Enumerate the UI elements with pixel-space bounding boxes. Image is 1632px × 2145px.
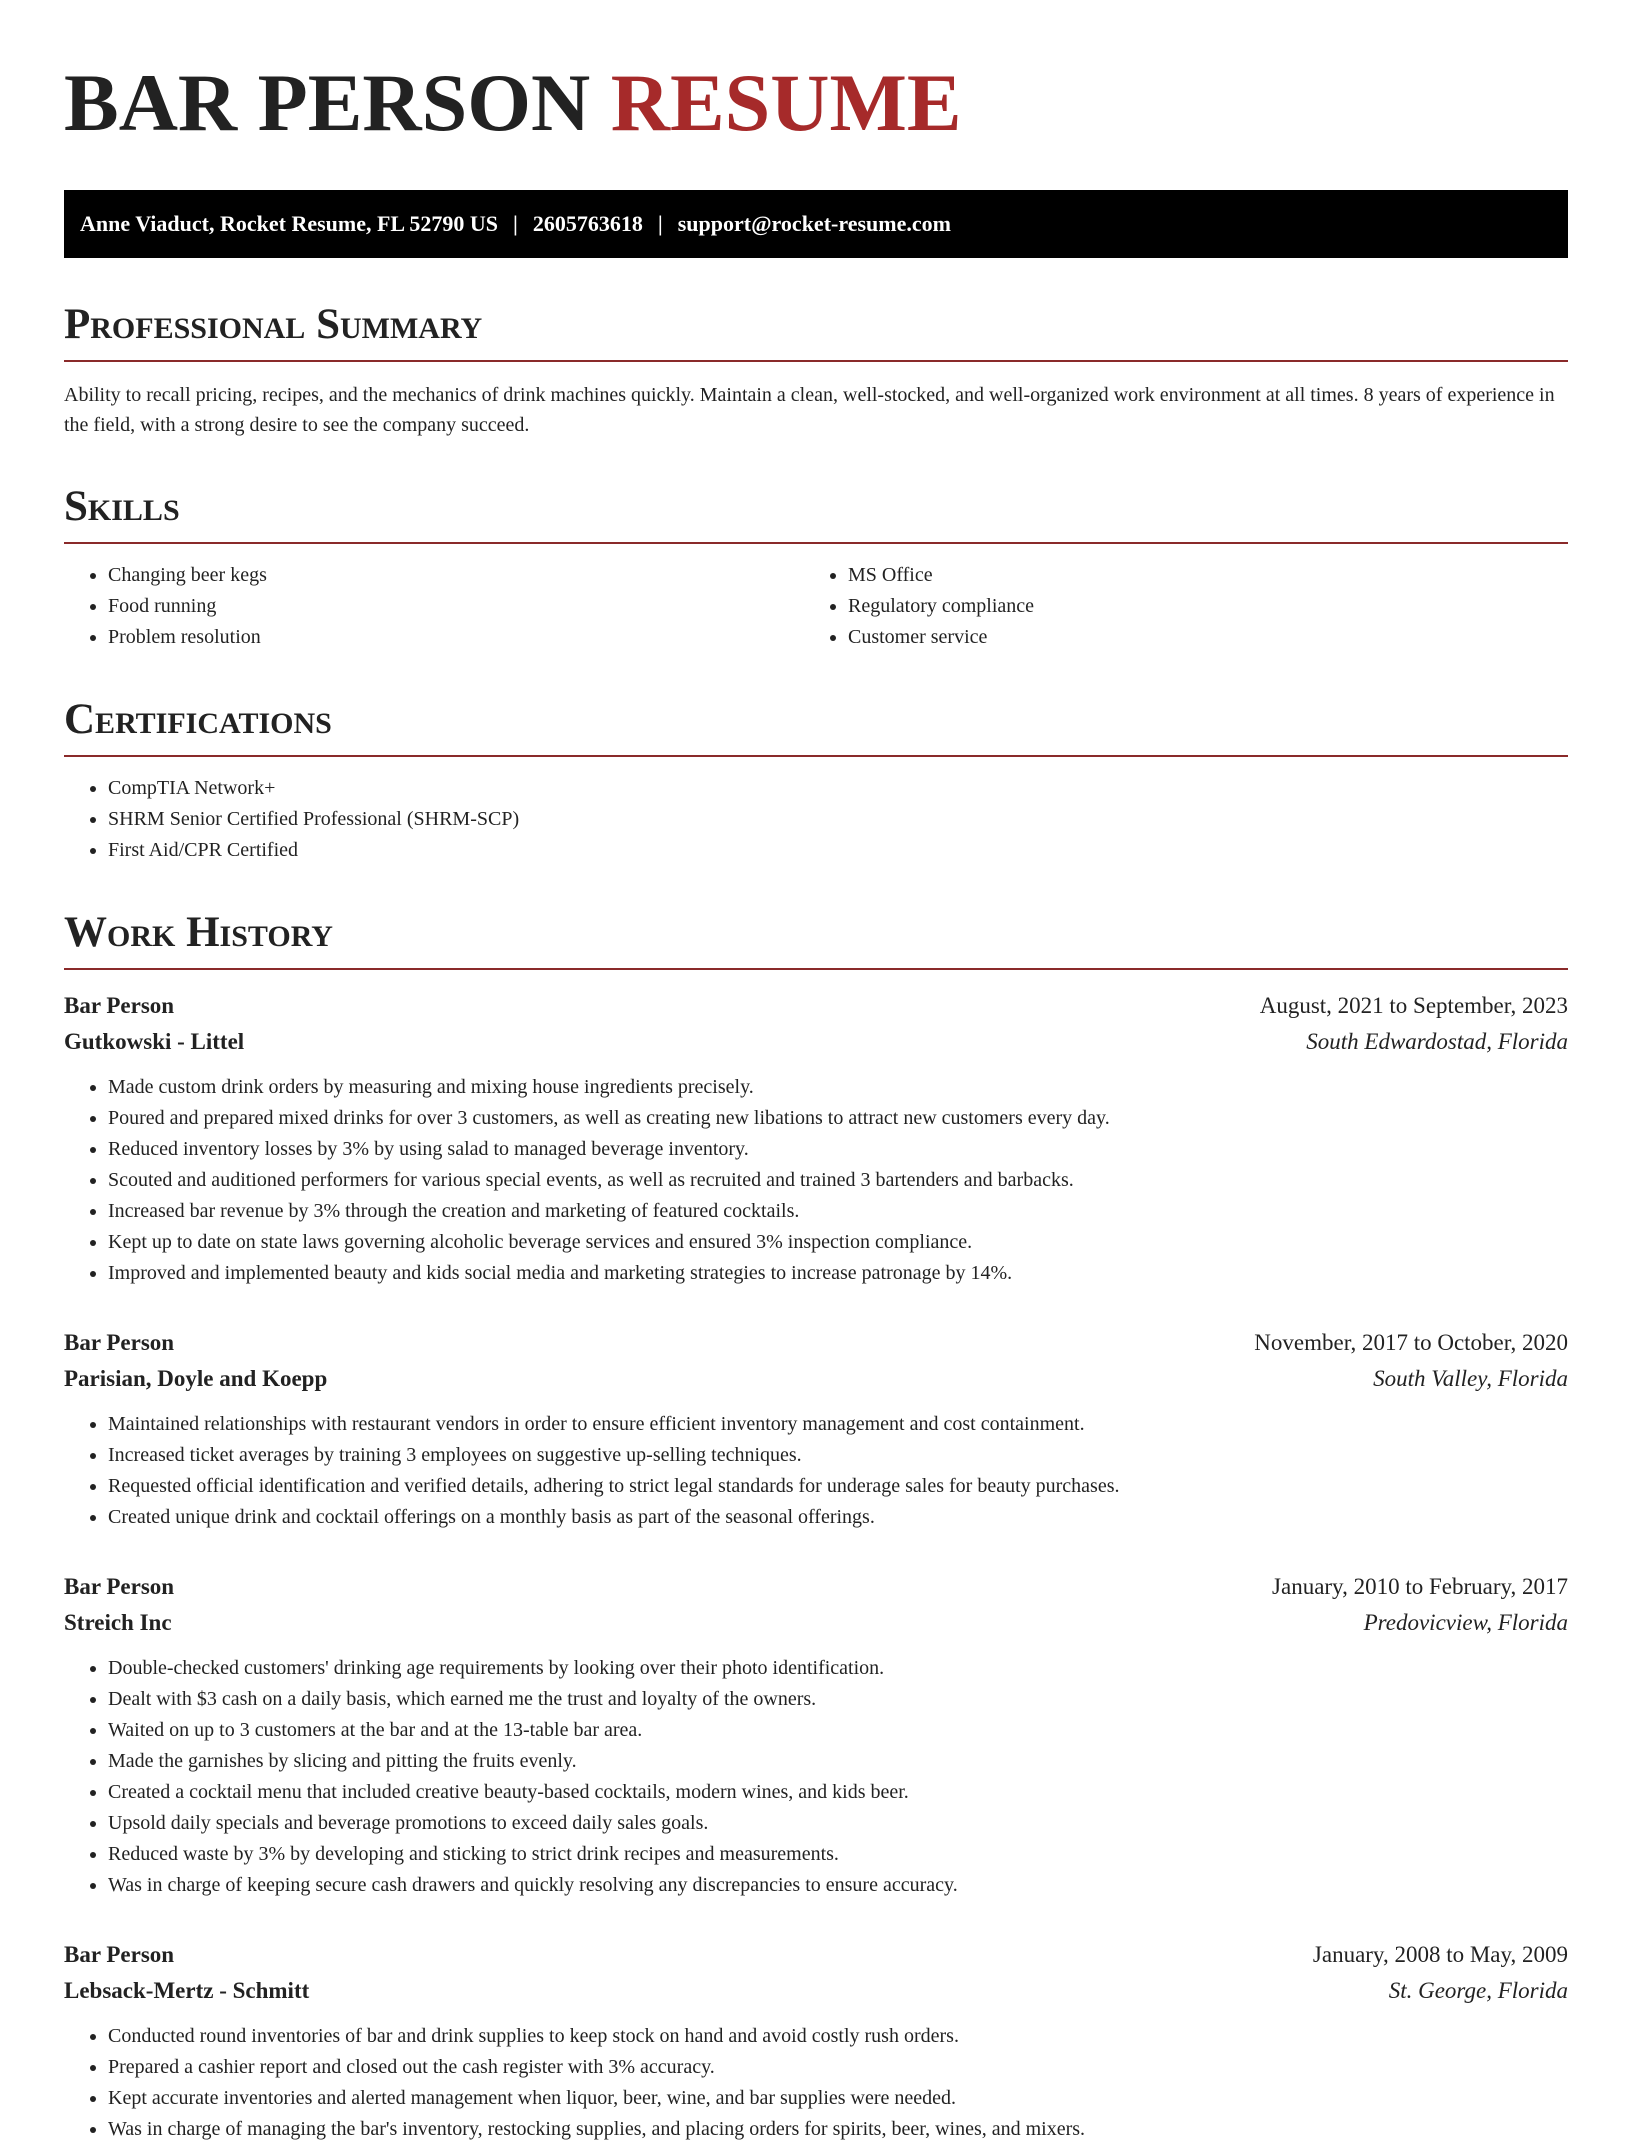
job-bullet: • Kept accurate inventories and alerted management when liquor, beer, wine, and bar supplies were needed. (108, 2083, 1568, 2114)
job-company: Streich Inc (64, 1610, 172, 1635)
skill-item: • Problem resolution (108, 622, 804, 653)
summary-text: Ability to recall pricing, recipes, and the mechanics of drink machines quickly. Maintain a clean, well-stocked, and well-organized work environment at all times. 8 years of experience in the field, with a strong desire to see the company succeed. (64, 384, 1555, 436)
job-dates: August, 2021 to September, 2023 (1259, 993, 1568, 1018)
job-bullet: • Increased bar revenue by 3% through the creation and marketing of featured cocktails. (108, 1196, 1568, 1227)
job-company-row (64, 1973, 1568, 2009)
job-entry (64, 988, 1568, 1289)
skills-list-right (804, 560, 1544, 653)
job-bullets (64, 1409, 1568, 1533)
job-location: South Valley, Florida (1373, 1366, 1568, 1391)
skill-item: • Customer service (848, 622, 1544, 653)
job-company-row (64, 1605, 1568, 1641)
job-company-row (64, 1361, 1568, 1397)
job-bullet: • Maintained relationships with restaurant vendors in order to ensure efficient inventory management and cost containment. (108, 1409, 1568, 1440)
job-entry (64, 1937, 1568, 2145)
job-bullet: • Dealt with $3 cash on a daily basis, which earned me the trust and loyalty of the owners. (108, 1684, 1568, 1715)
skill-item: • Food running (108, 591, 804, 622)
job-location: South Edwardostad, Florida (1306, 1029, 1568, 1054)
job-bullet: • Reduced inventory losses by 3% by using salad to managed beverage inventory. (108, 1134, 1568, 1165)
skill-item: • Changing beer kegs (108, 560, 804, 591)
skill-item: • MS Office (848, 560, 1544, 591)
job-company: Parisian, Doyle and Koepp (64, 1366, 328, 1391)
certifications-list (64, 773, 1568, 866)
contact-phone: 2605763618 (532, 211, 643, 236)
job-bullet: • Double-checked customers' drinking age requirements by looking over their photo identification. (108, 1653, 1568, 1684)
job-bullet: • Prepared a cashier report and closed out the cash register with 3% accuracy. (108, 2052, 1568, 2083)
job-entry (64, 1325, 1568, 1533)
job-dates: January, 2010 to February, 2017 (1272, 1574, 1568, 1599)
job-bullet: • Improved and implemented beauty and kids social media and marketing strategies to increase patronage by 14%. (108, 1258, 1568, 1289)
contact-address: Anne Viaduct, Rocket Resume, FL 52790 US (80, 211, 499, 236)
job-bullets (64, 2021, 1568, 2145)
summary-section (64, 302, 1568, 440)
job-bullet: • Made custom drink orders by measuring and mixing house ingredients precisely. (108, 1072, 1568, 1103)
job-company: Lebsack-Mertz - Schmitt (64, 1978, 310, 2003)
job-bullet: • Reduced waste by 3% by developing and sticking to strict drink recipes and measurements. (108, 1839, 1568, 1870)
job-title-row (64, 1937, 1568, 1973)
contact-separator: | (513, 211, 518, 236)
job-bullet: • Poured and prepared mixed drinks for over 3 customers, as well as creating new libations to attract new customers every day. (108, 1103, 1568, 1134)
job-bullet: • Upsold daily specials and beverage promotions to exceed daily sales goals. (108, 1808, 1568, 1839)
work-history-section (64, 910, 1568, 2145)
job-bullet: • Requested official identification and verified details, adhering to strict legal standards for underage sales for beauty purchases. (108, 1471, 1568, 1502)
job-bullet: • Created unique drink and cocktail offerings on a monthly basis as part of the seasonal offerings. (108, 1502, 1568, 1533)
work-history-heading: Work History (64, 910, 1568, 970)
skills-list-left (64, 560, 804, 653)
job-bullet: • Made the garnishes by slicing and pitting the fruits evenly. (108, 1746, 1568, 1777)
job-dates: January, 2008 to May, 2009 (1312, 1942, 1568, 1967)
job-title: Bar Person (64, 1574, 175, 1599)
skills-heading: Skills (64, 484, 1568, 544)
job-bullet: • Scouted and auditioned performers for various special events, as well as recruited and trained 3 bartenders and barbacks. (108, 1165, 1568, 1196)
contact-email[interactable]: support@rocket-resume.com (677, 211, 951, 236)
summary-heading: Professional Summary (64, 302, 1568, 362)
title-accent: RESUME (610, 57, 962, 148)
certifications-heading: Certifications (64, 697, 1568, 757)
job-title-row (64, 988, 1568, 1024)
job-bullet: • Conducted round inventories of bar and drink supplies to keep stock on hand and avoid costly rush orders. (108, 2021, 1568, 2052)
job-title-row (64, 1569, 1568, 1605)
job-location: Predovicview, Florida (1363, 1610, 1568, 1635)
job-title-row (64, 1325, 1568, 1361)
certification-item: • CompTIA Network+ (108, 773, 1568, 804)
job-bullets (64, 1072, 1568, 1289)
contact-bar (64, 190, 1568, 258)
job-title: Bar Person (64, 1942, 175, 1967)
job-bullet: • Increased ticket averages by training 3 employees on suggestive up-selling techniques. (108, 1440, 1568, 1471)
job-location: St. George, Florida (1388, 1978, 1568, 2003)
skills-section (64, 484, 1568, 653)
job-bullet: • Was in charge of keeping secure cash drawers and quickly resolving any discrepancies to ensure accuracy. (108, 1870, 1568, 1901)
job-bullet: • Kept up to date on state laws governing alcoholic beverage services and ensured 3% inspection compliance. (108, 1227, 1568, 1258)
certification-item: • SHRM Senior Certified Professional (SHRM-SCP) (108, 804, 1568, 835)
job-entry (64, 1569, 1568, 1901)
job-title: Bar Person (64, 993, 175, 1018)
skill-item: • Regulatory compliance (848, 591, 1544, 622)
job-bullet: • Waited on up to 3 customers at the bar and at the 13-table bar area. (108, 1715, 1568, 1746)
job-company-row (64, 1024, 1568, 1060)
job-title: Bar Person (64, 1330, 175, 1355)
resume-title (64, 58, 1568, 148)
job-bullet: • Was in charge of managing the bar's inventory, restocking supplies, and placing orders for spirits, beer, wines, and mixers. (108, 2114, 1568, 2145)
job-dates: November, 2017 to October, 2020 (1254, 1330, 1568, 1355)
job-company: Gutkowski - Littel (64, 1029, 245, 1054)
job-bullet: • Created a cocktail menu that included creative beauty-based cocktails, modern wines, and kids beer. (108, 1777, 1568, 1808)
skills-grid (64, 544, 1568, 653)
certifications-section (64, 697, 1568, 866)
certification-item: • First Aid/CPR Certified (108, 835, 1568, 866)
job-bullets (64, 1653, 1568, 1901)
title-main: BAR PERSON (64, 57, 591, 148)
contact-separator: | (657, 211, 663, 236)
